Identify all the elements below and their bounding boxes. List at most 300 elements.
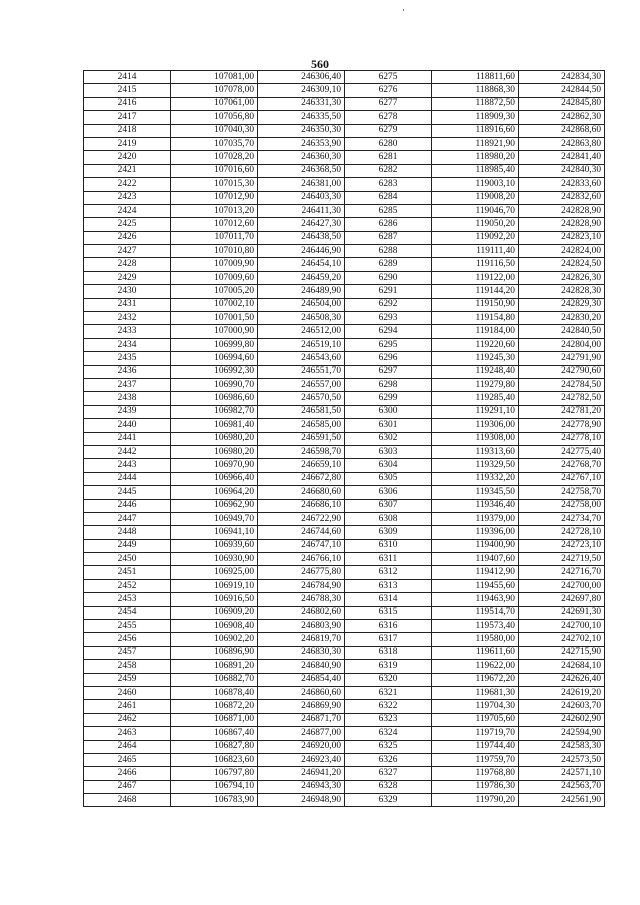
coordinates-table	[83, 70, 605, 807]
x-coordinate-right-cell: 119306,00	[432, 419, 519, 432]
y-coordinate-right-cell: 242844,50	[519, 84, 605, 97]
x-coordinate-left-cell: 106794,10	[171, 780, 258, 793]
point-number-left-cell: 2460	[84, 686, 171, 699]
x-coordinate-right-cell: 119463,90	[432, 593, 519, 606]
table-row	[84, 432, 605, 445]
x-coordinate-left-cell: 106941,10	[171, 526, 258, 539]
table-row	[84, 499, 605, 512]
point-number-right-cell: 6280	[345, 137, 432, 150]
x-coordinate-left-cell: 106982,70	[171, 405, 258, 418]
y-coordinate-left-cell: 246802,60	[258, 606, 345, 619]
x-coordinate-right-cell: 118980,20	[432, 151, 519, 164]
point-number-left-cell: 2452	[84, 579, 171, 592]
y-coordinate-right-cell: 242781,20	[519, 405, 605, 418]
x-coordinate-left-cell: 106871,00	[171, 713, 258, 726]
point-number-right-cell: 6327	[345, 767, 432, 780]
y-coordinate-right-cell: 242840,30	[519, 164, 605, 177]
y-coordinate-right-cell: 242824,50	[519, 258, 605, 271]
x-coordinate-left-cell: 106872,20	[171, 700, 258, 713]
point-number-right-cell: 6285	[345, 204, 432, 217]
point-number-left-cell: 2432	[84, 312, 171, 325]
y-coordinate-right-cell: 242826,30	[519, 271, 605, 284]
y-coordinate-right-cell: 242782,50	[519, 392, 605, 405]
y-coordinate-left-cell: 246680,60	[258, 486, 345, 499]
table-row	[84, 285, 605, 298]
point-number-right-cell: 6291	[345, 285, 432, 298]
x-coordinate-left-cell: 107035,70	[171, 137, 258, 150]
table-row	[84, 646, 605, 659]
x-coordinate-left-cell: 107009,60	[171, 271, 258, 284]
y-coordinate-right-cell: 242868,60	[519, 124, 605, 137]
x-coordinate-left-cell: 107009,90	[171, 258, 258, 271]
table-row	[84, 713, 605, 726]
table-row	[84, 97, 605, 110]
y-coordinate-left-cell: 246948,90	[258, 794, 345, 807]
y-coordinate-right-cell: 242804,00	[519, 338, 605, 351]
y-coordinate-right-cell: 242784,50	[519, 378, 605, 391]
x-coordinate-right-cell: 118921,90	[432, 137, 519, 150]
y-coordinate-left-cell: 246871,70	[258, 713, 345, 726]
point-number-left-cell: 2450	[84, 553, 171, 566]
x-coordinate-right-cell: 119705,60	[432, 713, 519, 726]
y-coordinate-right-cell: 242832,60	[519, 191, 605, 204]
table-row	[84, 660, 605, 673]
x-coordinate-left-cell: 106930,90	[171, 553, 258, 566]
y-coordinate-right-cell: 242603,70	[519, 700, 605, 713]
x-coordinate-left-cell: 107013,20	[171, 204, 258, 217]
y-coordinate-left-cell: 246504,00	[258, 298, 345, 311]
y-coordinate-left-cell: 246722,90	[258, 512, 345, 525]
x-coordinate-right-cell: 119514,70	[432, 606, 519, 619]
point-number-left-cell: 2444	[84, 472, 171, 485]
y-coordinate-right-cell: 242834,30	[519, 71, 605, 84]
x-coordinate-left-cell: 107005,20	[171, 285, 258, 298]
point-number-left-cell: 2431	[84, 298, 171, 311]
y-coordinate-right-cell: 242828,30	[519, 285, 605, 298]
point-number-left-cell: 2437	[84, 378, 171, 391]
point-number-left-cell: 2441	[84, 432, 171, 445]
table-row	[84, 753, 605, 766]
y-coordinate-left-cell: 246598,70	[258, 445, 345, 458]
y-coordinate-right-cell: 242691,30	[519, 606, 605, 619]
y-coordinate-right-cell: 242841,40	[519, 151, 605, 164]
table-row	[84, 472, 605, 485]
point-number-left-cell: 2468	[84, 794, 171, 807]
point-number-left-cell: 2462	[84, 713, 171, 726]
point-number-right-cell: 6295	[345, 338, 432, 351]
x-coordinate-left-cell: 106981,40	[171, 419, 258, 432]
y-coordinate-left-cell: 246519,10	[258, 338, 345, 351]
x-coordinate-right-cell: 119704,30	[432, 700, 519, 713]
point-number-right-cell: 6299	[345, 392, 432, 405]
point-number-left-cell: 2430	[84, 285, 171, 298]
x-coordinate-left-cell: 106878,40	[171, 686, 258, 699]
point-number-right-cell: 6312	[345, 566, 432, 579]
y-coordinate-right-cell: 242790,60	[519, 365, 605, 378]
x-coordinate-left-cell: 106867,40	[171, 727, 258, 740]
x-coordinate-left-cell: 106823,60	[171, 753, 258, 766]
y-coordinate-left-cell: 246489,90	[258, 285, 345, 298]
x-coordinate-right-cell: 119220,60	[432, 338, 519, 351]
x-coordinate-right-cell: 119291,10	[432, 405, 519, 418]
x-coordinate-right-cell: 119786,30	[432, 780, 519, 793]
x-coordinate-left-cell: 106783,90	[171, 794, 258, 807]
x-coordinate-left-cell: 106827,80	[171, 740, 258, 753]
x-coordinate-right-cell: 119346,40	[432, 499, 519, 512]
x-coordinate-right-cell: 119279,80	[432, 378, 519, 391]
y-coordinate-left-cell: 246585,00	[258, 419, 345, 432]
x-coordinate-left-cell: 106902,20	[171, 633, 258, 646]
y-coordinate-right-cell: 242700,10	[519, 620, 605, 633]
point-number-right-cell: 6328	[345, 780, 432, 793]
coordinates-table-body	[84, 71, 605, 807]
y-coordinate-left-cell: 246335,50	[258, 111, 345, 124]
point-number-left-cell: 2456	[84, 633, 171, 646]
point-number-right-cell: 6324	[345, 727, 432, 740]
x-coordinate-left-cell: 107011,70	[171, 231, 258, 244]
y-coordinate-left-cell: 246747,10	[258, 539, 345, 552]
x-coordinate-right-cell: 119332,20	[432, 472, 519, 485]
y-coordinate-left-cell: 246331,30	[258, 97, 345, 110]
table-row	[84, 593, 605, 606]
y-coordinate-left-cell: 246591,50	[258, 432, 345, 445]
point-number-right-cell: 6303	[345, 445, 432, 458]
y-coordinate-left-cell: 246943,30	[258, 780, 345, 793]
x-coordinate-left-cell: 106891,20	[171, 660, 258, 673]
x-coordinate-right-cell: 119580,00	[432, 633, 519, 646]
point-number-left-cell: 2438	[84, 392, 171, 405]
x-coordinate-right-cell: 118872,50	[432, 97, 519, 110]
x-coordinate-right-cell: 118811,60	[432, 71, 519, 84]
x-coordinate-left-cell: 107010,80	[171, 245, 258, 258]
y-coordinate-right-cell: 242768,70	[519, 459, 605, 472]
point-number-right-cell: 6289	[345, 258, 432, 271]
y-coordinate-right-cell: 242862,30	[519, 111, 605, 124]
y-coordinate-right-cell: 242840,50	[519, 325, 605, 338]
x-coordinate-right-cell: 119345,50	[432, 486, 519, 499]
point-number-right-cell: 6296	[345, 352, 432, 365]
table-row	[84, 419, 605, 432]
point-number-right-cell: 6300	[345, 405, 432, 418]
table-row	[84, 633, 605, 646]
x-coordinate-left-cell: 106966,40	[171, 472, 258, 485]
point-number-left-cell: 2440	[84, 419, 171, 432]
y-coordinate-left-cell: 246840,90	[258, 660, 345, 673]
table-row	[84, 191, 605, 204]
point-number-right-cell: 6286	[345, 218, 432, 231]
table-row	[84, 312, 605, 325]
y-coordinate-left-cell: 246869,90	[258, 700, 345, 713]
x-coordinate-left-cell: 106949,70	[171, 512, 258, 525]
point-number-right-cell: 6288	[345, 245, 432, 258]
point-number-right-cell: 6281	[345, 151, 432, 164]
point-number-left-cell: 2465	[84, 753, 171, 766]
x-coordinate-left-cell: 107028,20	[171, 151, 258, 164]
x-coordinate-right-cell: 119111,40	[432, 245, 519, 258]
x-coordinate-left-cell: 107001,50	[171, 312, 258, 325]
x-coordinate-right-cell: 119285,40	[432, 392, 519, 405]
table-row	[84, 298, 605, 311]
x-coordinate-left-cell: 106980,20	[171, 445, 258, 458]
point-number-left-cell: 2448	[84, 526, 171, 539]
x-coordinate-right-cell: 119092,20	[432, 231, 519, 244]
x-coordinate-right-cell: 119412,90	[432, 566, 519, 579]
point-number-left-cell: 2455	[84, 620, 171, 633]
y-coordinate-right-cell: 242829,30	[519, 298, 605, 311]
x-coordinate-left-cell: 106962,90	[171, 499, 258, 512]
y-coordinate-left-cell: 246427,30	[258, 218, 345, 231]
point-number-left-cell: 2423	[84, 191, 171, 204]
point-number-left-cell: 2435	[84, 352, 171, 365]
x-coordinate-left-cell: 106925,00	[171, 566, 258, 579]
y-coordinate-right-cell: 242767,10	[519, 472, 605, 485]
point-number-right-cell: 6283	[345, 178, 432, 191]
y-coordinate-right-cell: 242728,10	[519, 526, 605, 539]
point-number-right-cell: 6318	[345, 646, 432, 659]
x-coordinate-left-cell: 106980,20	[171, 432, 258, 445]
y-coordinate-left-cell: 246744,60	[258, 526, 345, 539]
point-number-right-cell: 6307	[345, 499, 432, 512]
table-row	[84, 794, 605, 807]
point-number-right-cell: 6293	[345, 312, 432, 325]
y-coordinate-right-cell: 242823,10	[519, 231, 605, 244]
y-coordinate-left-cell: 246353,90	[258, 137, 345, 150]
point-number-right-cell: 6315	[345, 606, 432, 619]
x-coordinate-left-cell: 106994,60	[171, 352, 258, 365]
table-row	[84, 606, 605, 619]
x-coordinate-right-cell: 119759,70	[432, 753, 519, 766]
x-coordinate-right-cell: 119245,30	[432, 352, 519, 365]
point-number-left-cell: 2458	[84, 660, 171, 673]
point-number-left-cell: 2463	[84, 727, 171, 740]
table-row	[84, 338, 605, 351]
x-coordinate-right-cell: 119150,90	[432, 298, 519, 311]
x-coordinate-left-cell: 106990,70	[171, 378, 258, 391]
x-coordinate-right-cell: 119622,00	[432, 660, 519, 673]
y-coordinate-left-cell: 246788,30	[258, 593, 345, 606]
x-coordinate-left-cell: 106986,60	[171, 392, 258, 405]
point-number-right-cell: 6320	[345, 673, 432, 686]
point-number-right-cell: 6284	[345, 191, 432, 204]
table-row	[84, 258, 605, 271]
y-coordinate-left-cell: 246454,10	[258, 258, 345, 271]
table-row	[84, 686, 605, 699]
point-number-left-cell: 2417	[84, 111, 171, 124]
x-coordinate-right-cell: 119184,00	[432, 325, 519, 338]
x-coordinate-right-cell: 119611,60	[432, 646, 519, 659]
point-number-left-cell: 2443	[84, 459, 171, 472]
table-row	[84, 204, 605, 217]
x-coordinate-right-cell: 118868,30	[432, 84, 519, 97]
y-coordinate-left-cell: 246360,30	[258, 151, 345, 164]
table-row	[84, 780, 605, 793]
x-coordinate-right-cell: 119790,20	[432, 794, 519, 807]
y-coordinate-left-cell: 246350,30	[258, 124, 345, 137]
point-number-left-cell: 2422	[84, 178, 171, 191]
y-coordinate-right-cell: 242702,10	[519, 633, 605, 646]
point-number-left-cell: 2428	[84, 258, 171, 271]
point-number-right-cell: 6298	[345, 378, 432, 391]
x-coordinate-right-cell: 119008,20	[432, 191, 519, 204]
table-row	[84, 553, 605, 566]
y-coordinate-left-cell: 246306,40	[258, 71, 345, 84]
table-row	[84, 164, 605, 177]
y-coordinate-right-cell: 242828,90	[519, 218, 605, 231]
point-number-right-cell: 6321	[345, 686, 432, 699]
y-coordinate-left-cell: 246860,60	[258, 686, 345, 699]
y-coordinate-right-cell: 242619,20	[519, 686, 605, 699]
table-row	[84, 767, 605, 780]
y-coordinate-right-cell: 242828,90	[519, 204, 605, 217]
table-row	[84, 378, 605, 391]
x-coordinate-left-cell: 107012,90	[171, 191, 258, 204]
table-row	[84, 486, 605, 499]
point-number-left-cell: 2459	[84, 673, 171, 686]
y-coordinate-left-cell: 246543,60	[258, 352, 345, 365]
x-coordinate-right-cell: 119003,10	[432, 178, 519, 191]
point-number-left-cell: 2445	[84, 486, 171, 499]
y-coordinate-left-cell: 246551,70	[258, 365, 345, 378]
table-row	[84, 673, 605, 686]
table-row	[84, 151, 605, 164]
point-number-right-cell: 6326	[345, 753, 432, 766]
x-coordinate-left-cell: 107040,30	[171, 124, 258, 137]
y-coordinate-left-cell: 246446,90	[258, 245, 345, 258]
point-number-right-cell: 6329	[345, 794, 432, 807]
y-coordinate-left-cell: 246672,80	[258, 472, 345, 485]
y-coordinate-left-cell: 246819,70	[258, 633, 345, 646]
point-number-left-cell: 2446	[84, 499, 171, 512]
x-coordinate-right-cell: 119400,90	[432, 539, 519, 552]
table-row	[84, 445, 605, 458]
x-coordinate-left-cell: 106992,30	[171, 365, 258, 378]
table-row	[84, 245, 605, 258]
y-coordinate-left-cell: 246368,50	[258, 164, 345, 177]
y-coordinate-left-cell: 246877,00	[258, 727, 345, 740]
y-coordinate-right-cell: 242571,10	[519, 767, 605, 780]
y-coordinate-right-cell: 242561,90	[519, 794, 605, 807]
y-coordinate-left-cell: 246403,30	[258, 191, 345, 204]
table-row	[84, 539, 605, 552]
y-coordinate-left-cell: 246784,90	[258, 579, 345, 592]
y-coordinate-right-cell: 242830,20	[519, 312, 605, 325]
table-row	[84, 218, 605, 231]
y-coordinate-right-cell: 242715,90	[519, 646, 605, 659]
point-number-right-cell: 6302	[345, 432, 432, 445]
point-number-left-cell: 2439	[84, 405, 171, 418]
x-coordinate-left-cell: 106999,80	[171, 338, 258, 351]
x-coordinate-right-cell: 119116,50	[432, 258, 519, 271]
y-coordinate-left-cell: 246438,50	[258, 231, 345, 244]
x-coordinate-right-cell: 119046,70	[432, 204, 519, 217]
y-coordinate-right-cell: 242824,00	[519, 245, 605, 258]
y-coordinate-right-cell: 242845,80	[519, 97, 605, 110]
table-row	[84, 392, 605, 405]
y-coordinate-right-cell: 242602,90	[519, 713, 605, 726]
y-coordinate-left-cell: 246557,00	[258, 378, 345, 391]
x-coordinate-left-cell: 107061,00	[171, 97, 258, 110]
y-coordinate-right-cell: 242775,40	[519, 445, 605, 458]
table-row	[84, 740, 605, 753]
x-coordinate-right-cell: 118909,30	[432, 111, 519, 124]
x-coordinate-left-cell: 107078,00	[171, 84, 258, 97]
x-coordinate-left-cell: 106909,20	[171, 606, 258, 619]
y-coordinate-left-cell: 246659,10	[258, 459, 345, 472]
y-coordinate-left-cell: 246923,40	[258, 753, 345, 766]
y-coordinate-left-cell: 246803,90	[258, 620, 345, 633]
y-coordinate-right-cell: 242723,10	[519, 539, 605, 552]
point-number-right-cell: 6322	[345, 700, 432, 713]
x-coordinate-right-cell: 119329,50	[432, 459, 519, 472]
point-number-left-cell: 2449	[84, 539, 171, 552]
x-coordinate-left-cell: 106964,20	[171, 486, 258, 499]
point-number-right-cell: 6309	[345, 526, 432, 539]
point-number-left-cell: 2420	[84, 151, 171, 164]
y-coordinate-right-cell: 242563,70	[519, 780, 605, 793]
x-coordinate-right-cell: 119122,00	[432, 271, 519, 284]
y-coordinate-left-cell: 246570,50	[258, 392, 345, 405]
table-row	[84, 178, 605, 191]
point-number-right-cell: 6290	[345, 271, 432, 284]
table-row	[84, 231, 605, 244]
y-coordinate-right-cell: 242700,00	[519, 579, 605, 592]
table-row	[84, 579, 605, 592]
x-coordinate-right-cell: 119573,40	[432, 620, 519, 633]
point-number-right-cell: 6301	[345, 419, 432, 432]
point-number-left-cell: 2416	[84, 97, 171, 110]
x-coordinate-left-cell: 106797,80	[171, 767, 258, 780]
x-coordinate-left-cell: 107000,90	[171, 325, 258, 338]
table-row	[84, 325, 605, 338]
y-coordinate-right-cell: 242778,90	[519, 419, 605, 432]
y-coordinate-right-cell: 242716,70	[519, 566, 605, 579]
x-coordinate-left-cell: 106882,70	[171, 673, 258, 686]
point-number-left-cell: 2467	[84, 780, 171, 793]
table-row	[84, 124, 605, 137]
y-coordinate-right-cell: 242626,40	[519, 673, 605, 686]
x-coordinate-left-cell: 106896,90	[171, 646, 258, 659]
point-number-right-cell: 6313	[345, 579, 432, 592]
point-number-right-cell: 6276	[345, 84, 432, 97]
table-row	[84, 137, 605, 150]
y-coordinate-left-cell: 246309,10	[258, 84, 345, 97]
y-coordinate-right-cell: 242734,70	[519, 512, 605, 525]
point-number-left-cell: 2457	[84, 646, 171, 659]
x-coordinate-right-cell: 119681,30	[432, 686, 519, 699]
point-number-right-cell: 6306	[345, 486, 432, 499]
point-number-left-cell: 2442	[84, 445, 171, 458]
x-coordinate-left-cell: 107081,00	[171, 71, 258, 84]
x-coordinate-left-cell: 107012,60	[171, 218, 258, 231]
x-coordinate-left-cell: 106970,90	[171, 459, 258, 472]
point-number-right-cell: 6282	[345, 164, 432, 177]
point-number-right-cell: 6323	[345, 713, 432, 726]
page-number: 560	[311, 57, 329, 71]
x-coordinate-right-cell: 118916,60	[432, 124, 519, 137]
point-number-right-cell: 6325	[345, 740, 432, 753]
x-coordinate-right-cell: 118985,40	[432, 164, 519, 177]
x-coordinate-right-cell: 119744,40	[432, 740, 519, 753]
x-coordinate-left-cell: 106939,60	[171, 539, 258, 552]
table-row	[84, 526, 605, 539]
point-number-right-cell: 6308	[345, 512, 432, 525]
x-coordinate-right-cell: 119308,00	[432, 432, 519, 445]
y-coordinate-left-cell: 246775,80	[258, 566, 345, 579]
table-row	[84, 352, 605, 365]
point-number-left-cell: 2429	[84, 271, 171, 284]
x-coordinate-left-cell: 107002,10	[171, 298, 258, 311]
point-number-left-cell: 2419	[84, 137, 171, 150]
